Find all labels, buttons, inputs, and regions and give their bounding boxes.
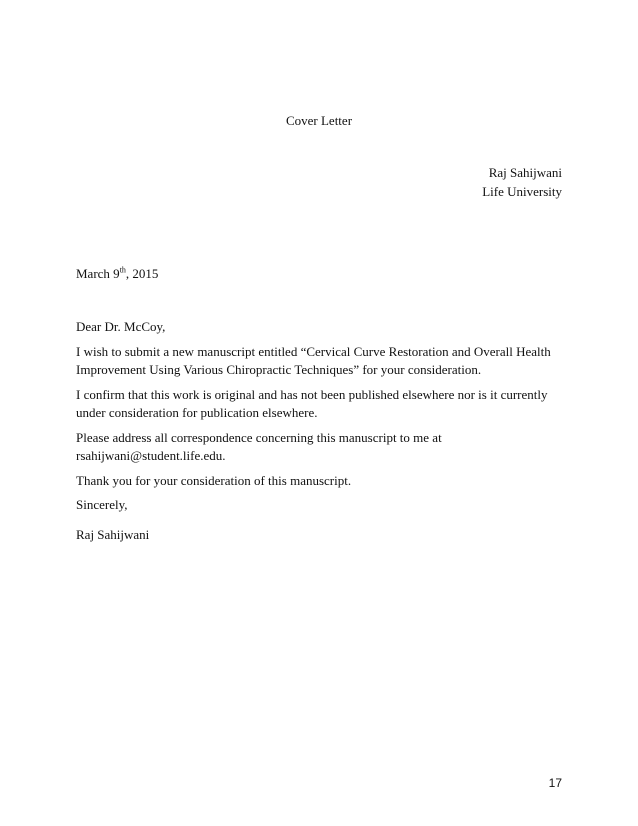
paragraph-originality: I confirm that this work is original and has not been published elsewhere nor is it currently under consideration for publication elsewhere. [76, 386, 548, 420]
date-superscript: th [119, 265, 126, 275]
page-number: 17 [548, 776, 562, 790]
sender-name: Raj Sahijwani [488, 165, 562, 180]
date-suffix: , 2015 [125, 266, 159, 281]
closing: Sincerely, [76, 497, 128, 512]
letter-body [76, 318, 556, 521]
signature-name: Raj Sahijwani [76, 527, 150, 542]
date-prefix: March 9 [76, 266, 120, 281]
paragraph-thanks: Thank you for your consideration of this manuscript. [76, 472, 352, 488]
salutation: Dear Dr. McCoy, [76, 319, 166, 334]
letter-title: Cover Letter [285, 113, 353, 128]
paragraph-submission: I wish to submit a new manuscript entitled “Cervical Curve Restoration and Overall Health Improvement Using Various Chiropractic Techniques” for your consideration. [76, 343, 551, 377]
sender-block [482, 163, 562, 201]
letter-date [76, 266, 158, 282]
sender-affiliation: Life University [482, 184, 562, 199]
paragraph-correspondence: Please address all correspondence concerning this manuscript to me at rsahijwani@student.life.edu. [76, 429, 442, 463]
